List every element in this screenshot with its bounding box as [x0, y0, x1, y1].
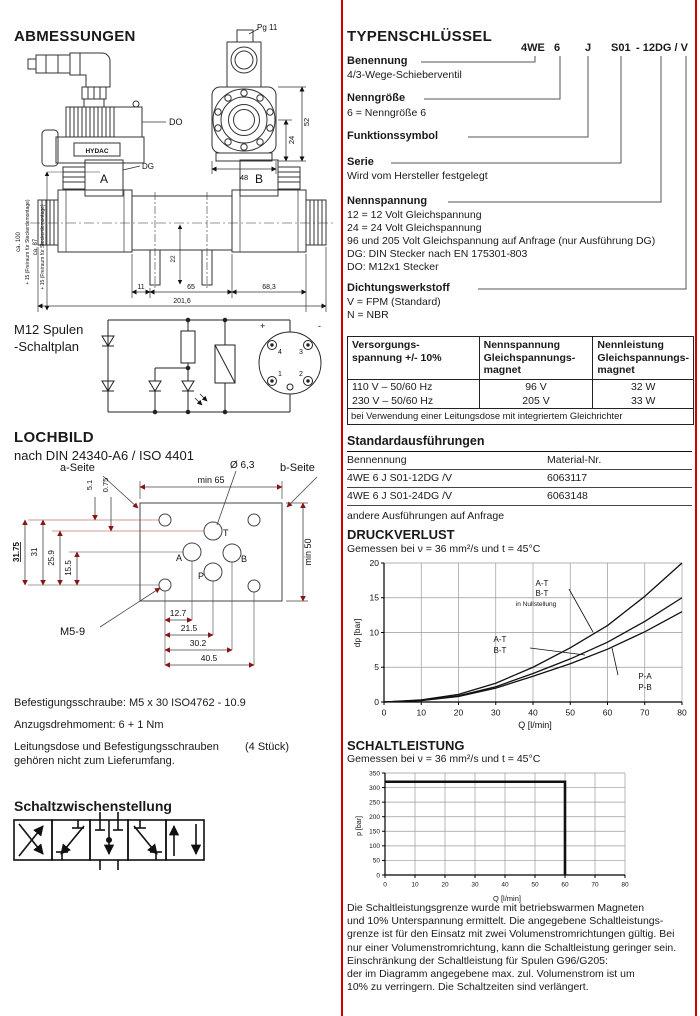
pin-2-label: 2	[299, 371, 303, 378]
dimension-drawing	[8, 22, 340, 318]
schaltleistung-subtitle: Gemessen bei ν = 36 mm²/s und t = 45°C	[347, 753, 541, 765]
dim-21-5: 21.5	[180, 623, 198, 633]
footer-line: Die Schaltleistungsgrenze wurde mit betriebswarmen Magneten	[347, 902, 645, 914]
standard-versions	[347, 434, 692, 522]
footer-line: grenze ist für den Einsatz mit zwei Volumenstromrichtungen gültig. Bei	[347, 928, 675, 941]
svg-text:0: 0	[374, 696, 379, 707]
pw-header-1: Versorgungs- spannung +/- 10%	[348, 337, 480, 380]
benennung-label: Benennung	[347, 55, 408, 67]
svg-text:20: 20	[441, 881, 449, 889]
note-scope-1: Leitungsdose und Befestigungsschrauben	[14, 741, 219, 753]
funktionssymbol-label: Funktionssymbol	[347, 130, 439, 142]
dv-ann-pa-2: P-B	[638, 683, 652, 692]
pin-1-label: 1	[278, 371, 282, 378]
dv-ann-null-2: B-T	[535, 589, 549, 598]
lochbild-drawing	[8, 455, 338, 675]
pw-header-2: Nennspannung Gleichspannungs- magnet	[479, 337, 593, 380]
note-fixing-screw: Befestigungsschraube: M5 x 30 ISO4762 - 10.9	[14, 697, 246, 709]
dim-11: 11	[137, 284, 145, 291]
freiraum-note-1: + 15 (Freiraum für Steckerdemontage)	[25, 199, 31, 285]
nennspannung-label: Nennspannung	[347, 195, 428, 207]
svg-text:50: 50	[565, 707, 575, 718]
note-torque: Anzugsdrehmoment: 6 + 1 Nm	[14, 719, 164, 731]
pin-4-label: 4	[278, 349, 282, 356]
nenngroesse-desc: 6 = Nenngröße 6	[347, 107, 427, 119]
svg-text:40: 40	[501, 881, 509, 889]
dv-ann-null-3: in Nullstellung	[515, 601, 557, 608]
port-a-label: A	[176, 553, 183, 563]
svg-text:10: 10	[369, 627, 379, 638]
dim-min50: min 50	[303, 538, 313, 566]
sl-ylabel: p [bar]	[356, 816, 363, 836]
svg-text:200: 200	[369, 813, 380, 821]
svg-text:150: 150	[369, 828, 380, 836]
dim-22: 22	[170, 255, 177, 263]
svg-text:350: 350	[369, 770, 380, 778]
column-divider-line	[341, 0, 343, 1016]
svg-text:300: 300	[369, 784, 380, 792]
dim-65: 65	[187, 284, 195, 291]
svg-text:0: 0	[383, 881, 387, 889]
svg-text:80: 80	[677, 707, 687, 718]
dim-68-3: 68,3	[262, 284, 276, 291]
standard-note: andere Ausführungen auf Anfrage	[347, 510, 505, 522]
dim-min65: min 65	[197, 475, 225, 485]
svg-text:250: 250	[369, 799, 380, 807]
m12-title-line2: -Schaltplan	[14, 339, 80, 354]
pg11-label: Pg 11	[257, 23, 278, 32]
nenngroesse-label: Nenngröße	[347, 92, 406, 104]
port-t-label: T	[223, 528, 229, 538]
dim-15-5: 15.5	[64, 560, 73, 576]
svg-text:60: 60	[561, 881, 569, 889]
dichtung-desc-v: V = FPM (Standard)	[347, 296, 441, 308]
sl-xlabel: Q [l/min]	[493, 894, 521, 903]
dv-ann-null-1: A-T	[535, 579, 549, 588]
dim-12-7: 12.7	[169, 608, 187, 618]
svg-text:80: 80	[621, 881, 629, 889]
abmessungen-title: ABMESSUNGEN	[14, 28, 136, 45]
solenoid-b-label: B	[254, 172, 264, 186]
port-p-label: P	[198, 571, 205, 581]
dv-ann-at-2: B-T	[493, 646, 507, 655]
schaltleistung-footnote	[347, 902, 676, 994]
note-scope-2: gehören nicht zum Lieferumfang.	[14, 755, 175, 767]
dv-ylabel: dp [bar]	[352, 618, 362, 648]
svg-text:60: 60	[602, 707, 613, 718]
nennspannung-desc-12: 12 = 12 Volt Gleichspannung	[347, 209, 482, 221]
table-row: 230 V – 50/60 Hz 205 V 33 W	[348, 394, 694, 409]
pw-footnote-row: bei Verwendung einer Leitungsdose mit integriertem Gleichrichter	[348, 409, 694, 425]
footer-line: der im Diagramm angegebene max. zul. Volumenstrom ist um	[347, 968, 635, 981]
schaltleistung-title: SCHALTLEISTUNG	[347, 738, 465, 753]
dim-201-6: 201,6	[173, 298, 191, 305]
svg-text:10: 10	[411, 881, 419, 889]
nennspannung-desc-96: 96 und 205 Volt Gleichspannung auf Anfrage (nur Ausführung DG)	[347, 235, 656, 247]
svg-text:40: 40	[528, 707, 538, 718]
code-4we: 4WE	[521, 42, 545, 54]
benennung-desc: 4/3-Wege-Schieberventil	[347, 69, 462, 81]
connector-plus-label: +	[260, 321, 266, 331]
hydac-logo: HYDAC	[85, 148, 109, 155]
table-row: 4WE 6 J S01-12DG /V 6063117	[347, 470, 692, 488]
schaltzwischenstellung-title: Schaltzwischenstellung	[14, 798, 172, 814]
serie-desc: Wird vom Hersteller festgelegt	[347, 170, 488, 182]
table-row: 4WE 6 J S01-24DG /V 6063148	[347, 488, 692, 506]
dichtung-label: Dichtungswerkstoff	[347, 282, 450, 294]
footer-line: Einschränkung der Schaltleistung für Spulen G96/G205:	[347, 954, 608, 967]
standard-header-row: Bennennung Material-Nr.	[347, 452, 692, 470]
diameter-label: Ø 6,3	[230, 460, 255, 471]
dichtung-desc-n: N = NBR	[347, 309, 389, 321]
m12-title-line1: M12 Spulen	[14, 322, 84, 337]
dim-52: 52	[302, 117, 311, 127]
schaltleistung-chart	[352, 766, 687, 906]
nennspannung-desc-do: DO: M12x1 Stecker	[347, 261, 439, 273]
lochbild-title: LOCHBILD	[14, 429, 94, 446]
b-seite-label: b-Seite	[280, 462, 315, 474]
dv-ann-at-1: A-T	[493, 635, 507, 644]
druckverlust-title: DRUCKVERLUST	[347, 527, 455, 542]
freiraum-note-2: + 15 (Freiraum für Steckerdemontage)	[40, 204, 46, 290]
svg-text:100: 100	[369, 843, 380, 851]
svg-text:50: 50	[372, 857, 380, 865]
druckverlust-chart	[350, 558, 695, 733]
svg-text:50: 50	[531, 881, 539, 889]
code-j: J	[585, 42, 592, 54]
dv-ann-pa-1: P-A	[638, 672, 652, 681]
note-scope-count: (4 Stück)	[245, 741, 290, 753]
dim-31: 31	[30, 547, 39, 557]
dv-xlabel: Q [l/min]	[518, 720, 552, 730]
svg-text:30: 30	[491, 707, 501, 718]
dim-48: 48	[239, 173, 249, 182]
standard-title: Standardausführungen	[347, 434, 692, 452]
dim-24: 24	[287, 135, 296, 145]
svg-text:10: 10	[416, 707, 426, 718]
footer-line: 10% zu verringern. Die Schaltzeiten sind verlängert.	[347, 981, 589, 994]
dim-30-2: 30.2	[189, 638, 207, 648]
svg-text:15: 15	[369, 592, 379, 603]
nennspannung-desc-dg: DG: DIN Stecker nach EN 175301-803	[347, 248, 528, 260]
solenoid-a-label: A	[99, 172, 109, 186]
do-label: DO	[169, 117, 183, 127]
serie-label: Serie	[347, 156, 374, 168]
svg-text:70: 70	[640, 707, 650, 718]
svg-text:20: 20	[369, 558, 379, 568]
lochbild-subtitle: nach DIN 24340-A6 / ISO 4401	[14, 448, 194, 463]
footer-line: und 10% Unterspannung ermittelt. Die angegebene Schaltleistungs-	[347, 915, 664, 928]
pw-header-3: Nennleistung Gleichspannungs- magnet	[593, 337, 694, 380]
svg-text:70: 70	[591, 881, 599, 889]
valve-symbol-diagram	[12, 812, 227, 876]
typenschluessel-title: TYPENSCHLÜSSEL	[347, 28, 493, 45]
nennspannung-desc-24: 24 = 24 Volt Gleichspannung	[347, 222, 482, 234]
dim-25-9: 25.9	[47, 550, 56, 566]
table-row: 110 V – 50/60 Hz 96 V 32 W	[348, 379, 694, 394]
m5-label: M5-9	[60, 626, 86, 638]
dg-label: DG	[142, 162, 154, 171]
footer-line: nur einer Volumenstromrichtung, kann die Schaltleistung geringer sein.	[347, 941, 677, 954]
port-b-label: B	[241, 554, 248, 564]
connector-minus-label: -	[318, 321, 321, 331]
power-table	[347, 336, 694, 425]
dim-40-5: 40.5	[200, 653, 218, 663]
svg-text:30: 30	[471, 881, 479, 889]
pin-3-label: 3	[299, 349, 303, 356]
svg-text:0: 0	[381, 707, 387, 718]
dim-5-1: 5.1	[85, 479, 94, 491]
svg-text:5: 5	[374, 662, 379, 673]
dim-ca100: ca. 100	[16, 232, 22, 252]
dim-0-75: 0.75	[101, 477, 110, 493]
dim-31-75: 31.75	[12, 541, 21, 563]
druckverlust-subtitle: Gemessen bei ν = 36 mm²/s und t = 45°C	[347, 543, 541, 555]
svg-text:20: 20	[453, 707, 464, 718]
dim-ca87: ca. 87	[33, 238, 39, 256]
a-seite-label: a-Seite	[60, 462, 95, 474]
m12-circuit-diagram	[100, 313, 340, 425]
code-6: 6	[554, 42, 561, 54]
code-s01: S01	[611, 42, 631, 54]
code-12dg-v: - 12DG / V	[636, 42, 688, 54]
svg-text:0: 0	[376, 872, 380, 880]
